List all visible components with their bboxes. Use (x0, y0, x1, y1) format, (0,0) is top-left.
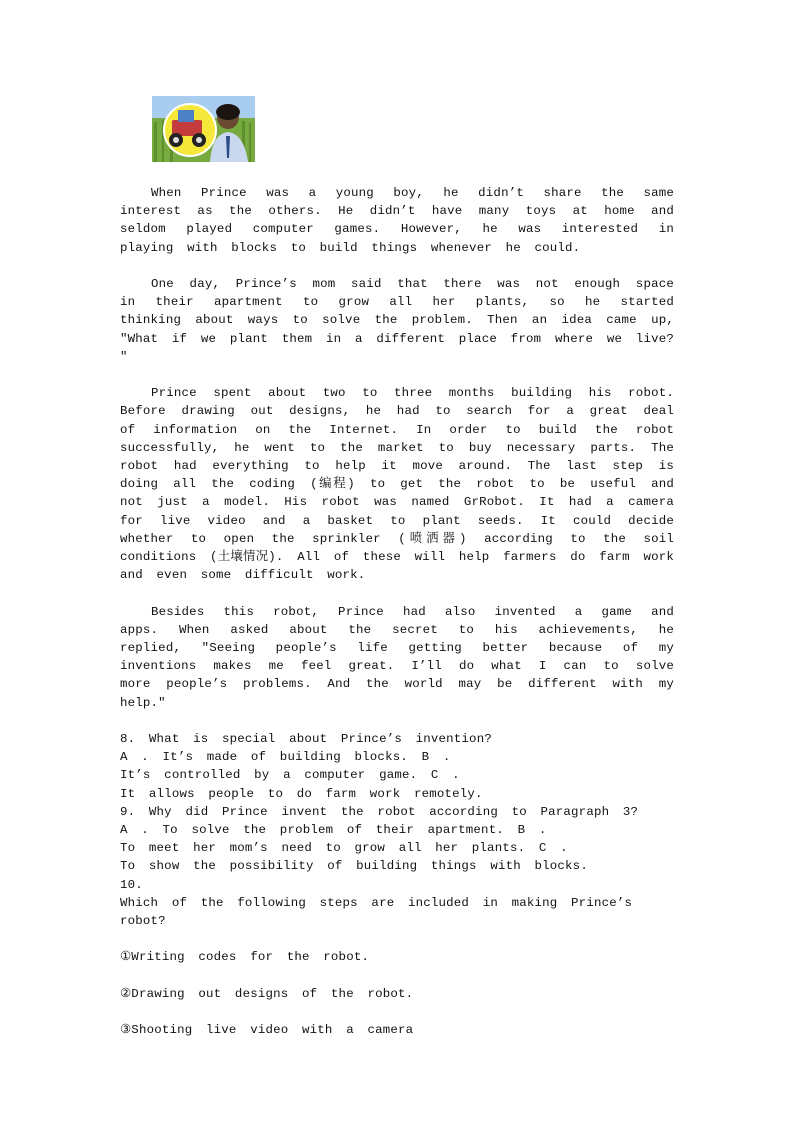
paragraph-3: Prince spent about two to three months building his robot. Before drawing out designs, he had to search for a great deal of information on the Internet. In order to build the robot successfully, he went to the market to buy necessary parts. The robot had everything to help it move around. The last step is doing all the coding (编程) to get the robot to be useful and not just a model. His robot was named GrRobot. It had a camera for live video and a basket to plant seeds. It could decide whether to open the sprinkler (喷洒器) according to the soil conditions (土壤情况). All of these will help farmers do farm work and even some difficult work. (120, 386, 674, 583)
prince-with-robot-image (152, 96, 255, 162)
question-8-option-b: It’s controlled by a computer game. C . (120, 768, 460, 783)
paragraph-2: One day, Prince’s mom said that there was not enough space in their apartment to grow all her plants, so he started thinking about ways to solve the problem. Then an idea came up, ″What if we plant them in a different place from where we live?″ (120, 277, 674, 364)
paragraph-4: Besides this robot, Prince had also invented a game and apps. When asked about the secret to his achievements, he replied, ″Seeing people’s life getting better because of my inventions makes me feel great. I’ll do what I can to solve more people’s problems. And the world may be different with my help.″ (120, 604, 674, 710)
step-2: ②Drawing out designs of the robot. (120, 986, 414, 1001)
question-8: 8. What is special about Prince’s invention? (120, 732, 492, 747)
question-10-number: 10. (120, 877, 143, 892)
question-8-option-c: It allows people to do farm work remotely. (120, 786, 483, 801)
questions-section (120, 730, 674, 1039)
step-1: ①Writing codes for the robot. (120, 950, 370, 965)
question-8-option-a: A . It’s made of building blocks. B . (120, 750, 451, 765)
paragraph-1: When Prince was a young boy, he didn’t share the same interest as the others. He didn’t have many toys at home and seldom played computer games. However, he was interested in playing with blocks to build things whenever he could. (120, 186, 674, 255)
question-9-option-a: A . To solve the problem of their apartment. B . (120, 823, 547, 838)
question-10: Which of the following steps are included in making Prince’s robot? (120, 895, 646, 929)
question-9-option-c: To show the possibility of building things with blocks. (120, 859, 588, 874)
question-9: 9. Why did Prince invent the robot according to Paragraph 3? (120, 804, 639, 819)
article-photo (152, 96, 255, 162)
step-3: ③Shooting live video with a camera (120, 1023, 414, 1038)
question-9-option-b: To meet her mom’s need to grow all her plants. C . (120, 841, 568, 856)
document-body (120, 184, 674, 1058)
